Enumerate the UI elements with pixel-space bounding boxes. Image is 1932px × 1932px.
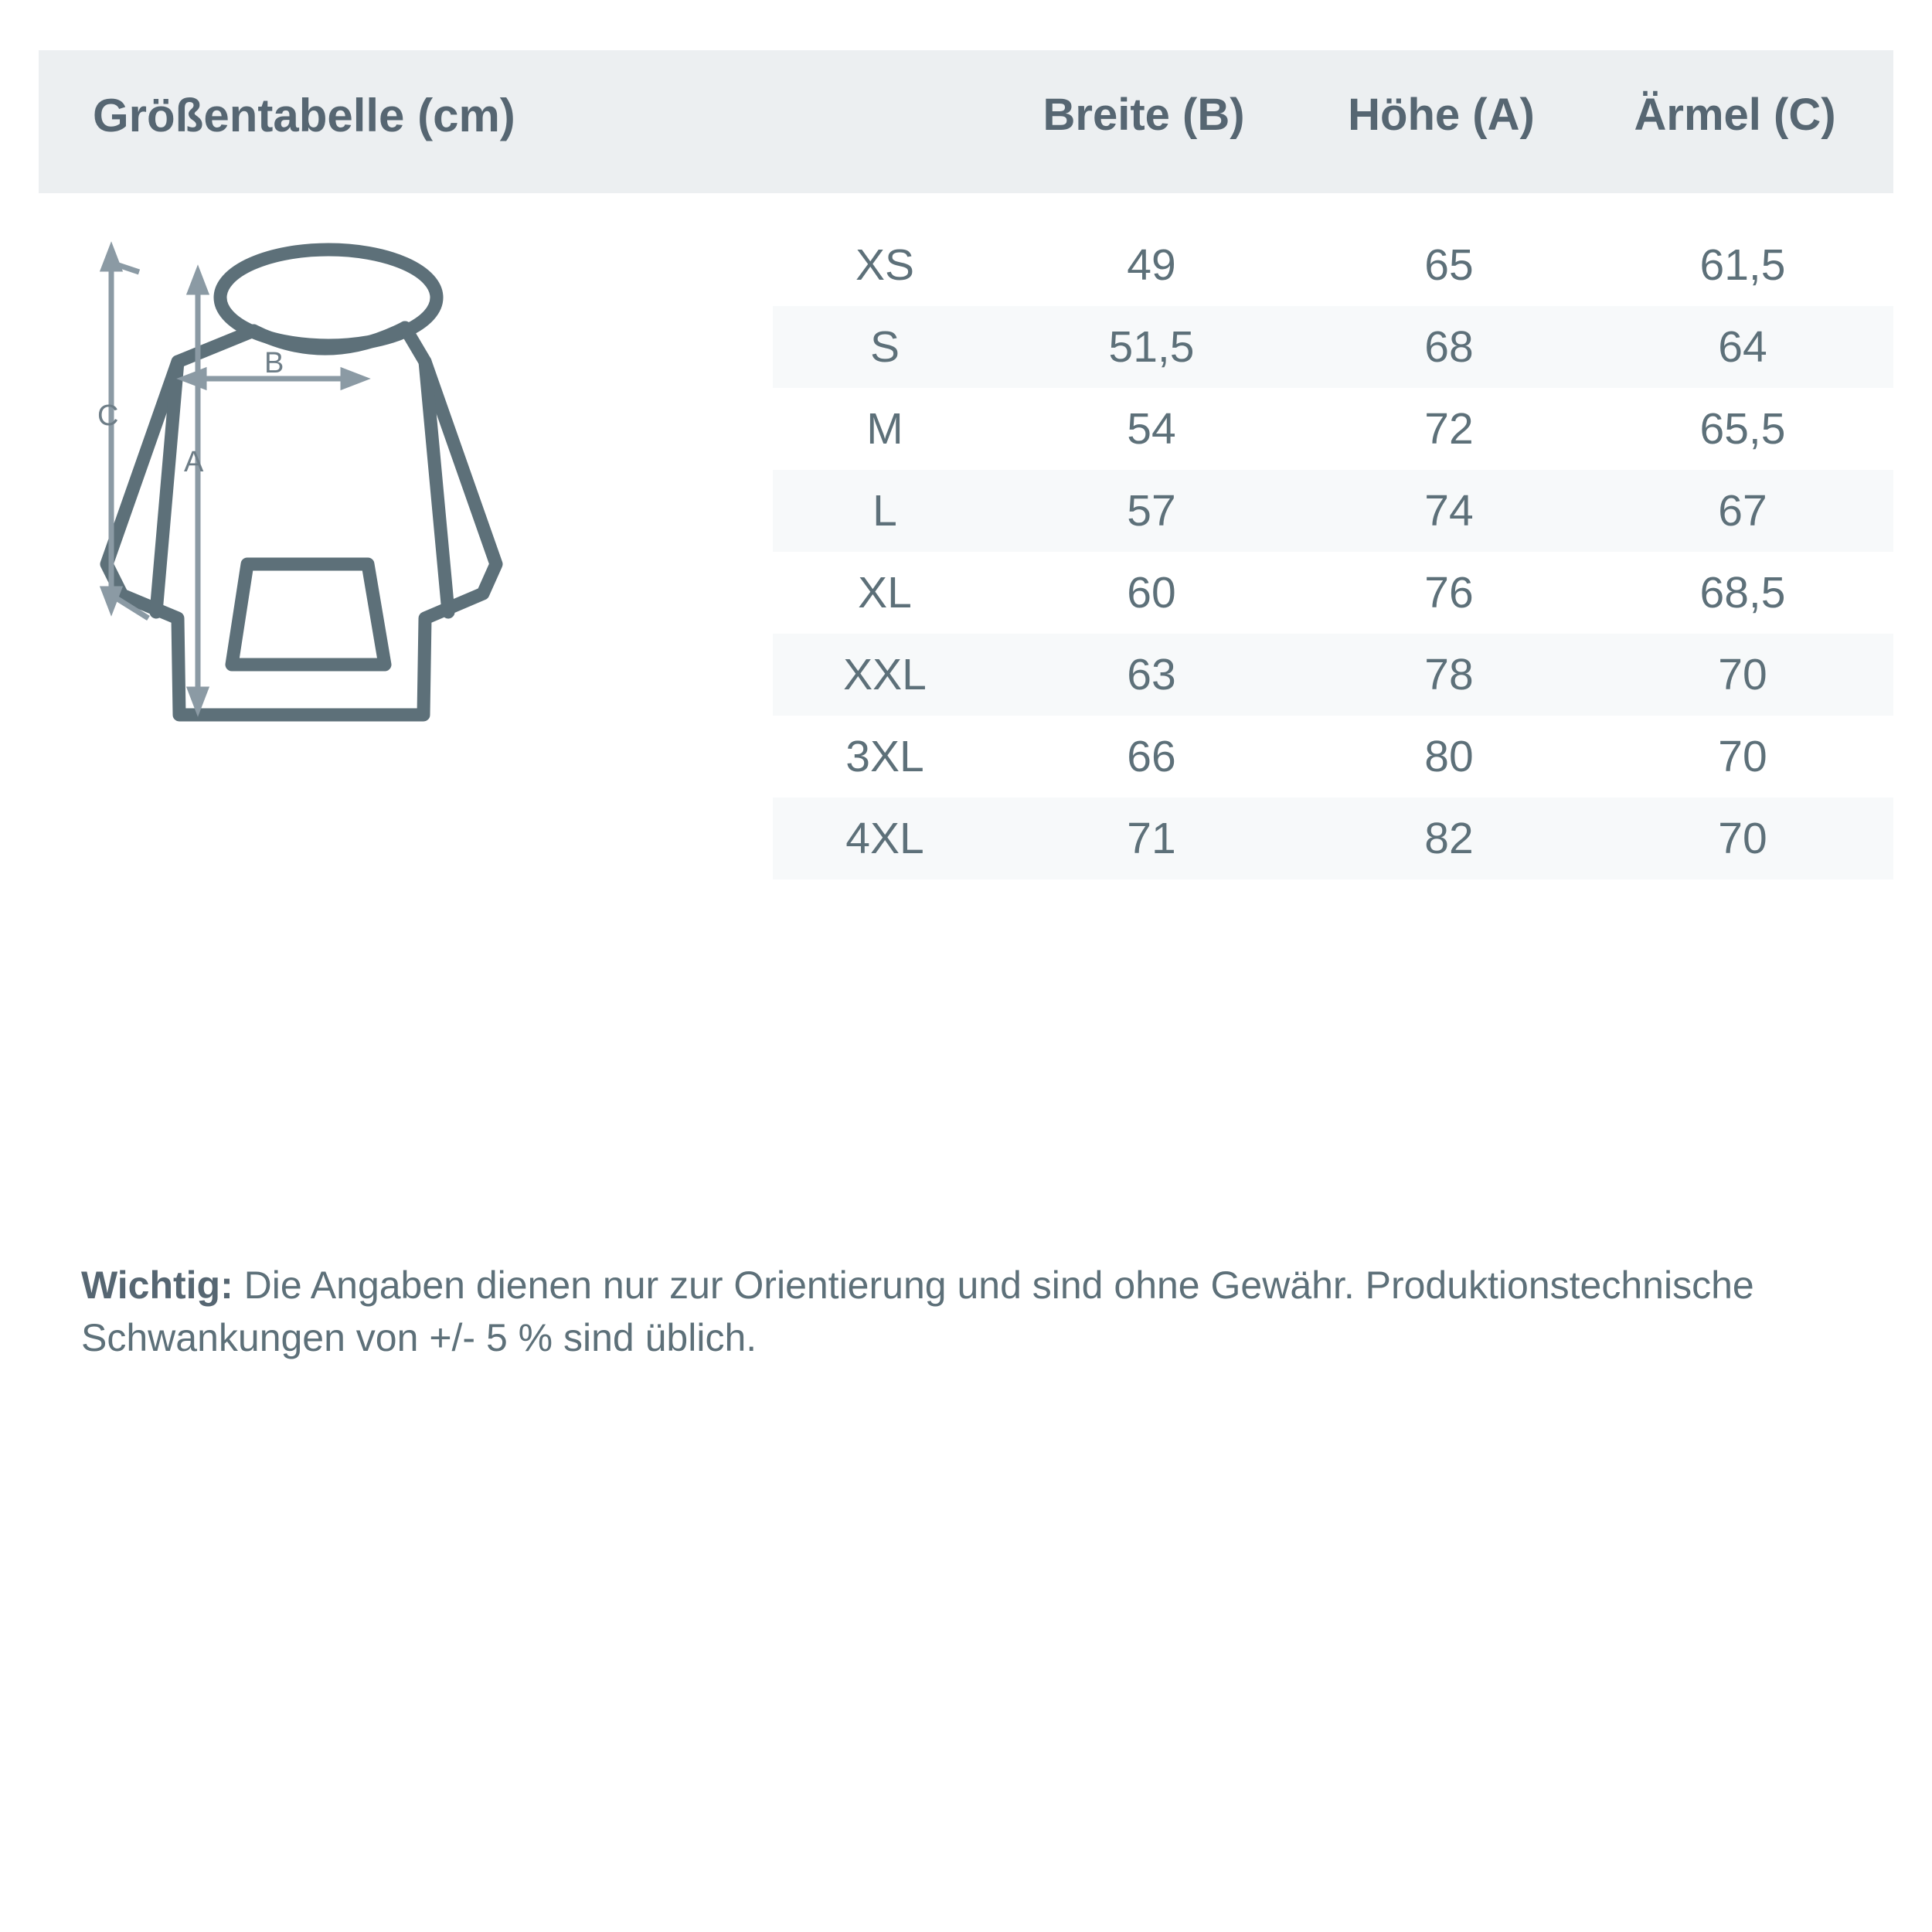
cell-height: 72 [1424,404,1474,454]
cell-size: XXL [843,650,927,699]
cell-height: 74 [1424,486,1474,536]
cell-sleeve: 64 [1718,322,1767,372]
cell-width: 51,5 [1108,322,1195,372]
cell-height: 68 [1424,322,1474,372]
cell-width: 71 [1127,814,1176,863]
column-headers [989,89,1893,151]
cell-size: M [866,404,903,454]
cell-height: 82 [1424,814,1474,863]
cell-width: 49 [1127,240,1176,290]
cell-sleeve: 70 [1718,814,1767,863]
column-header-sleeve: Ärmel (C) [1634,90,1836,140]
cell-height: 80 [1424,732,1474,781]
table-row [773,470,1893,552]
cell-width: 57 [1127,486,1176,536]
disclaimer-text: Die Angaben dienen nur zur Orientierung und sind ohne Gewähr. Produktionstechnische Schwankungen von +/- 5 % sind üblich. [81,1264,1754,1359]
cell-sleeve: 65,5 [1699,404,1786,454]
page-title: Größentabelle (cm) [93,90,515,141]
cell-size: 4XL [845,814,924,863]
size-table [773,224,1893,879]
cell-width: 60 [1127,568,1176,617]
cell-size: L [872,486,897,536]
cell-height: 78 [1424,650,1474,699]
table-row [773,716,1893,798]
hoodie-measurement-diagram [62,232,773,804]
cell-sleeve: 67 [1718,486,1767,536]
table-row [773,224,1893,306]
cell-size: S [869,322,900,372]
cell-sleeve: 61,5 [1699,240,1786,290]
cell-size: 3XL [845,732,924,781]
header-band [39,50,1893,193]
disclaimer-label: Wichtig: [81,1264,233,1307]
cell-size: XS [855,240,915,290]
cell-size: XL [858,568,912,617]
cell-sleeve: 70 [1718,650,1767,699]
cell-width: 54 [1127,404,1176,454]
label-sleeve: C [97,400,119,432]
label-width: B [264,347,284,379]
label-height: A [184,446,204,478]
cell-sleeve: 70 [1718,732,1767,781]
cell-width: 63 [1127,650,1176,699]
cell-width: 66 [1127,732,1176,781]
table-row [773,388,1893,470]
table-row [773,798,1893,879]
table-row [773,306,1893,388]
cell-height: 65 [1424,240,1474,290]
cell-sleeve: 68,5 [1699,568,1786,617]
table-row [773,634,1893,716]
disclaimer-note [81,1260,1851,1364]
column-header-width: Breite (B) [1043,90,1245,140]
column-header-height: Höhe (A) [1348,90,1535,140]
table-row [773,552,1893,634]
cell-height: 76 [1424,568,1474,617]
